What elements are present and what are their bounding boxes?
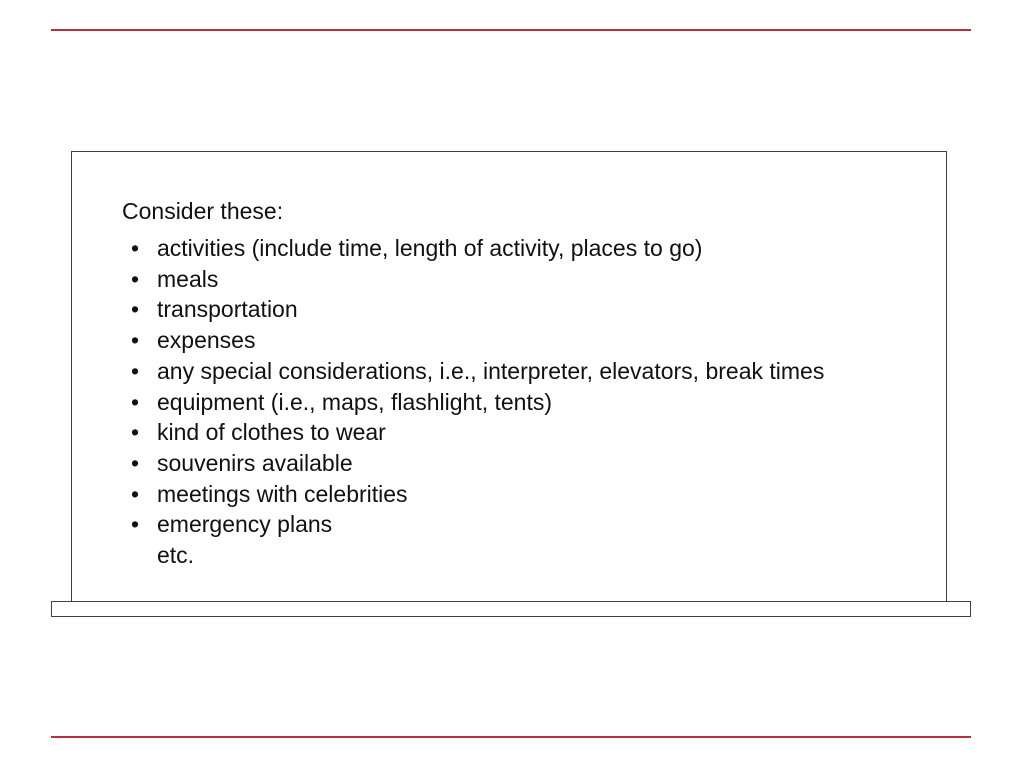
list-item [128,509,824,540]
list-item [128,294,824,325]
bullet-icon: • [130,357,140,384]
list-item [128,417,824,448]
bullet-icon: • [130,449,140,476]
list-item-text: meetings with celebrities [157,480,408,507]
bullet-icon: • [130,511,140,538]
considerations-list [128,233,824,540]
list-item [128,356,824,387]
bottom-divider [51,736,971,738]
list-item-text: meals [157,265,219,292]
list-item-text: any special considerations, i.e., interpreter, elevators, break times [157,357,825,384]
list-item-text: souvenirs available [157,449,353,476]
list-item [128,325,824,356]
content-box-base [51,601,971,617]
list-item [128,233,824,264]
bullet-icon: • [130,419,140,446]
bullet-icon: • [130,296,140,323]
list-item-text: expenses [157,327,256,354]
top-divider [51,29,971,31]
list-item [128,387,824,418]
bullet-icon: • [130,235,140,261]
list-item-text: transportation [157,296,298,323]
list-item [128,479,824,510]
bullet-icon: • [130,480,140,507]
slide-heading: Consider these: [122,198,284,224]
list-item-text: emergency plans [157,511,333,538]
list-item-text: activities (include time, length of activity, places to go) [157,235,703,261]
bullet-icon: • [130,327,140,354]
bullet-icon: • [130,265,140,292]
bullet-icon: • [130,388,140,415]
list-item [128,448,824,479]
list-trailer: etc. [157,542,195,568]
list-item [128,264,824,295]
list-item-text: equipment (i.e., maps, flashlight, tents) [157,388,553,415]
list-item-text: kind of clothes to wear [157,419,386,446]
